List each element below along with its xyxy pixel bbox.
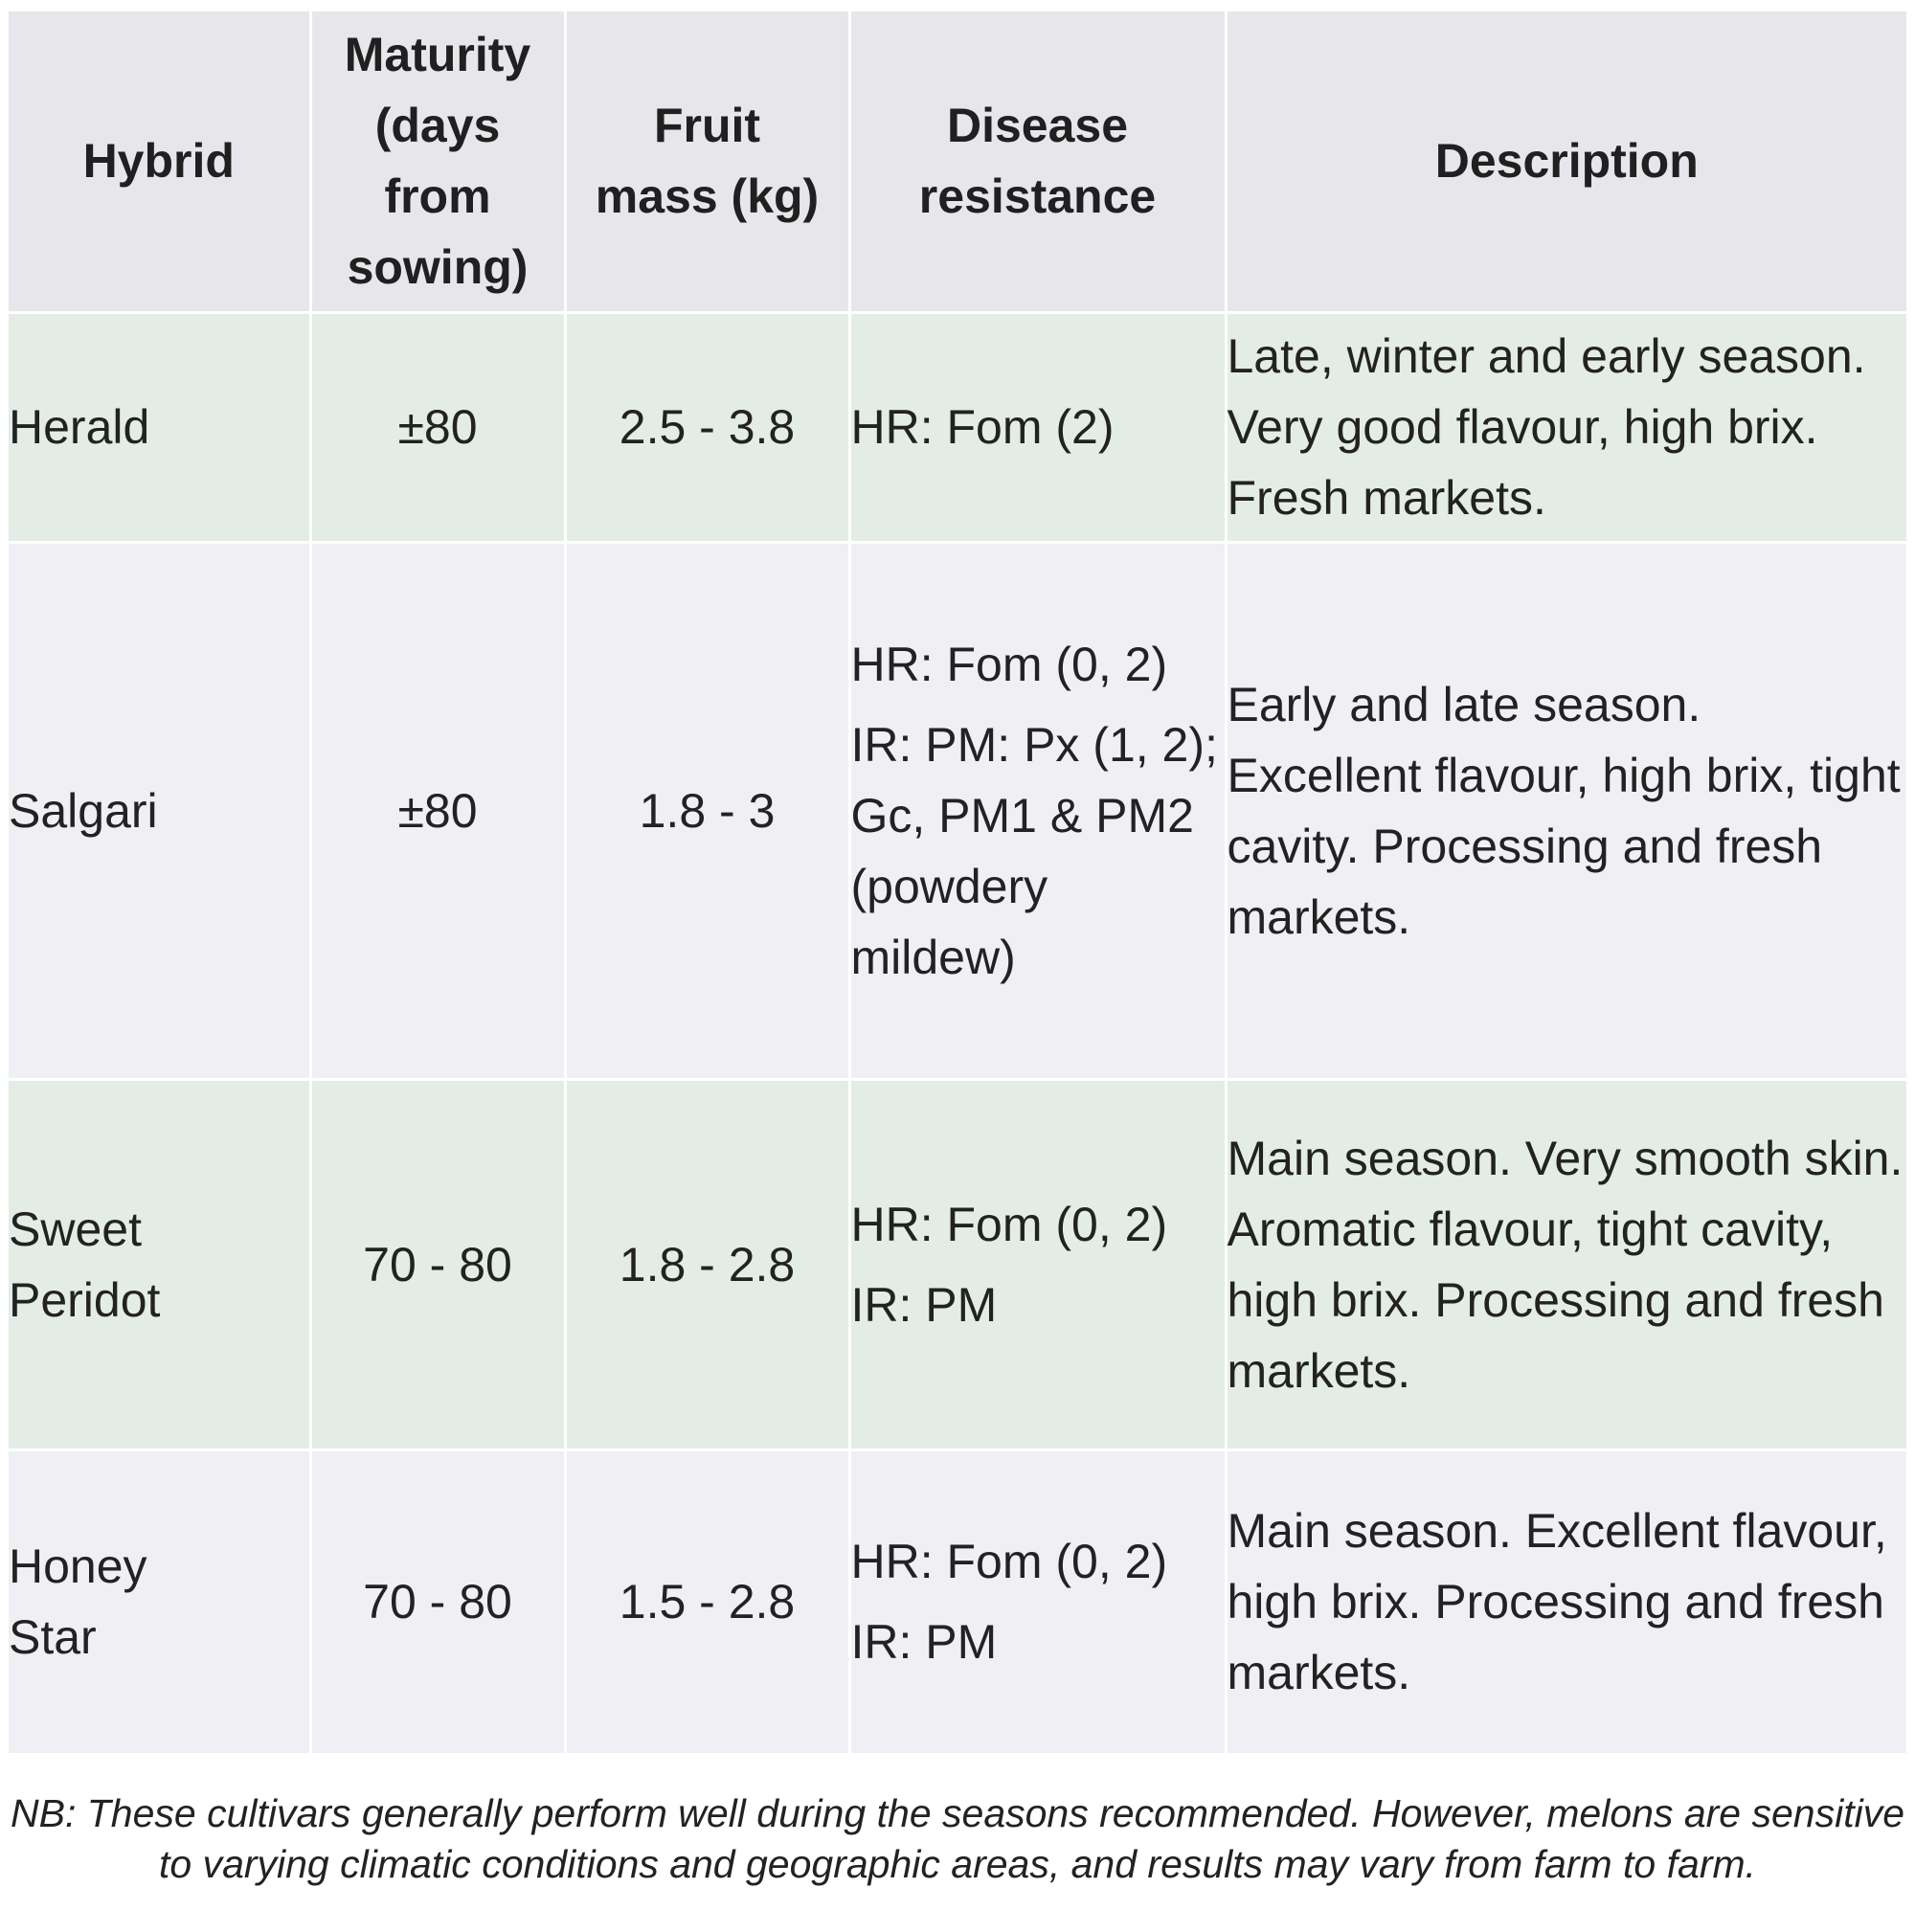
maturity-cell: 70 - 80 bbox=[310, 1079, 565, 1449]
disease-resistance-cell bbox=[849, 312, 1226, 542]
disease-hr: HR: Fom (0, 2) bbox=[850, 1197, 1168, 1251]
description-cell: Main season. Excellent flavour, high brix. Processing and fresh markets. bbox=[1227, 1504, 1887, 1700]
fruit-mass-cell: 1.8 - 3 bbox=[565, 542, 849, 1079]
hybrid-cell: Salgari bbox=[9, 542, 310, 1079]
header-disease-resistance: Disease resistance bbox=[849, 11, 1226, 312]
header-row bbox=[9, 11, 1906, 312]
header-fruit-mass: Fruit mass (kg) bbox=[565, 11, 849, 312]
fruit-mass-cell: 1.8 - 2.8 bbox=[565, 1079, 849, 1449]
disease-ir: IR: PM: Px (1, 2); Gc, PM1 & PM2 (powdery mildew) bbox=[850, 717, 1218, 984]
table-row bbox=[9, 312, 1906, 542]
header-maturity: Maturity (days from sowing) bbox=[310, 11, 565, 312]
disease-resistance-cell bbox=[849, 1079, 1226, 1449]
table-row bbox=[9, 542, 1906, 1079]
header-description: Description bbox=[1226, 11, 1906, 312]
cultivar-table bbox=[9, 11, 1906, 1753]
maturity-cell: 70 - 80 bbox=[310, 1449, 565, 1753]
disease-hr: HR: Fom (2) bbox=[850, 400, 1115, 454]
hybrid-cell: Honey Star bbox=[9, 1449, 310, 1753]
maturity-cell: ±80 bbox=[310, 542, 565, 1079]
disease-resistance-cell bbox=[849, 542, 1226, 1079]
table-row bbox=[9, 1449, 1906, 1753]
hybrid-cell: Sweet Peridot bbox=[9, 1079, 310, 1449]
fruit-mass-cell: 2.5 - 3.8 bbox=[565, 312, 849, 542]
table-row bbox=[9, 1079, 1906, 1449]
disease-hr: HR: Fom (0, 2) bbox=[850, 1535, 1168, 1589]
hybrid-cell: Herald bbox=[9, 312, 310, 542]
maturity-cell: ±80 bbox=[310, 312, 565, 542]
disease-ir: IR: PM bbox=[850, 1615, 998, 1670]
fruit-mass-cell: 1.5 - 2.8 bbox=[565, 1449, 849, 1753]
description-cell: Early and late season. Excellent flavour, high brix, tight cavity. Processing and fresh markets. bbox=[1226, 542, 1906, 1079]
header-hybrid: Hybrid bbox=[9, 11, 310, 312]
cultivar-table-container bbox=[9, 11, 1906, 1753]
disease-resistance-cell bbox=[849, 1449, 1226, 1753]
description-cell: Late, winter and early season. Very good flavour, high brix. Fresh markets. bbox=[1226, 312, 1906, 542]
footnote: NB: These cultivars generally perform well during the seasons recommended. However, melons are sensitive to varying climatic conditions and geographic areas, and results may vary from farm to farm. bbox=[10, 1791, 1904, 1886]
disease-hr: HR: Fom (0, 2) bbox=[850, 637, 1168, 691]
description-cell: Main season. Very smooth skin. Aromatic flavour, tight cavity, high brix. Processing and fresh markets. bbox=[1226, 1079, 1906, 1449]
disease-ir: IR: PM bbox=[850, 1277, 998, 1332]
